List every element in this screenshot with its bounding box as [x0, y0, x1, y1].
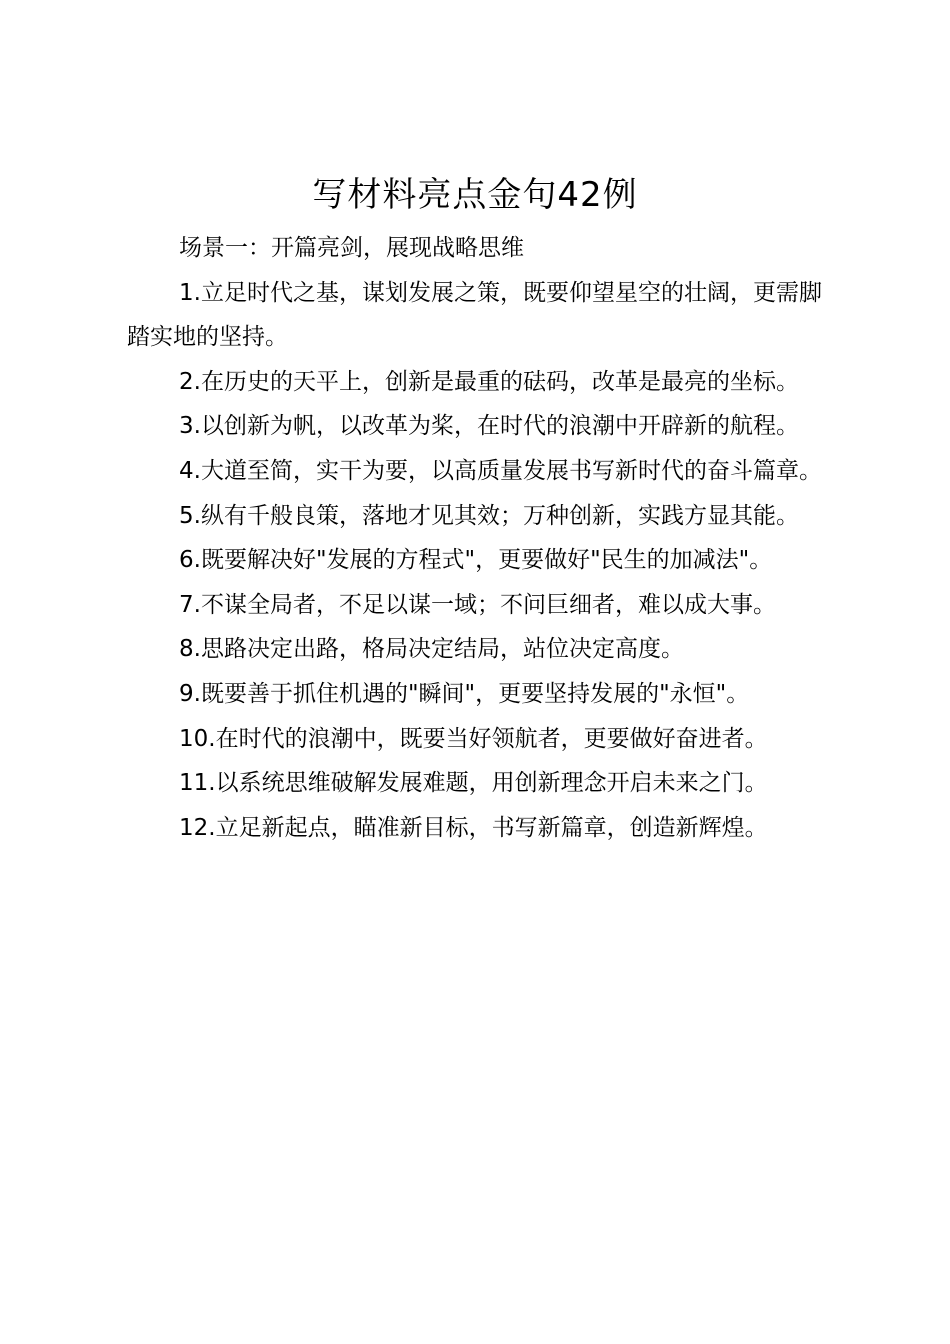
list-item: 5.纵有千般良策，落地才见其效；万种创新，实践方显其能。 — [179, 502, 799, 529]
list-item: 11.以系统思维破解发展难题，用创新理念开启未来之门。 — [179, 770, 768, 797]
list-item: 1.立足时代之基，谋划发展之策，既要仰望星空的壮阔，更需脚踏实地的坚持。 — [127, 279, 822, 351]
section-heading: 场景一：开篇亮剑，展现战略思维 — [179, 235, 524, 261]
list-item: 7.不谋全局者，不足以谋一域；不问巨细者，难以成大事。 — [179, 591, 776, 618]
list-item: 3.以创新为帆，以改革为桨，在时代的浪潮中开辟新的航程。 — [179, 413, 799, 440]
document-body — [127, 226, 827, 850]
list-item: 6.既要解决好"发展的方程式"，更要做好"民生的加减法"。 — [179, 547, 773, 574]
document-title: 写材料亮点金句42例 — [312, 175, 638, 215]
list-item: 12.立足新起点，瞄准新目标，书写新篇章，创造新辉煌。 — [179, 814, 768, 841]
list-item: 9.既要善于抓住机遇的"瞬间"，更要坚持发展的"永恒"。 — [179, 680, 750, 707]
list-item: 2.在历史的天平上，创新是最重的砝码，改革是最亮的坐标。 — [179, 368, 799, 395]
list-item: 8.思路决定出路，格局决定结局，站位决定高度。 — [179, 636, 684, 663]
list-item: 4.大道至简，实干为要，以高质量发展书写新时代的奋斗篇章。 — [179, 457, 822, 484]
list-item: 10.在时代的浪潮中，既要当好领航者，更要做好奋进者。 — [179, 725, 768, 752]
